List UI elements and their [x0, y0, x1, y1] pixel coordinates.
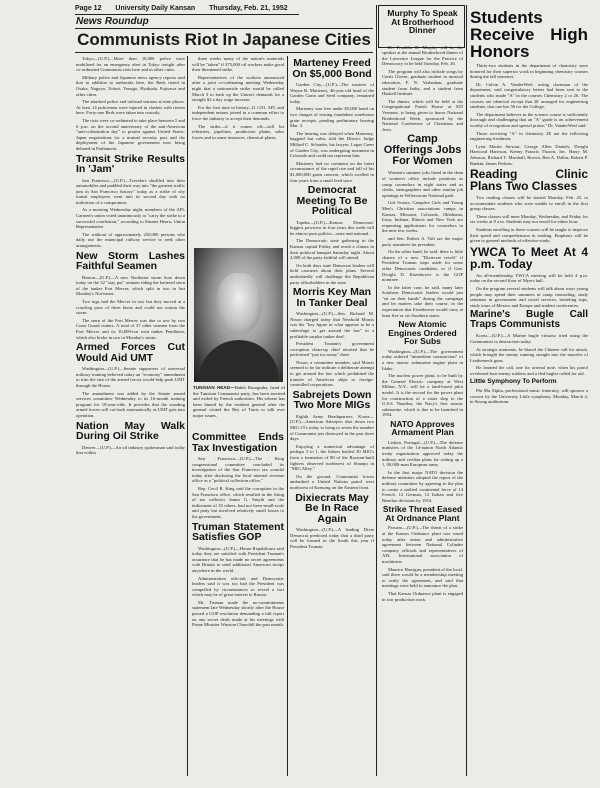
story-paragraph: The dinner, which will be held at the Congregational Parish House at 825 Vermont, is being given to honor National Brotherhood Week, sponsored by the National Conference of Christians and Jews.: [382, 98, 463, 132]
portrait-shoulders: [199, 340, 279, 382]
story-paragraph: Dr. Franklin D. Murphy will be the speaker at the annual Brotherhood dinner of the Lawrence League for the Practice of Democracy to be held Tuesday, Feb. 26.: [382, 44, 463, 67]
headline: Committee Ends Tax Investigation: [192, 431, 284, 454]
story-paragraph: Maurice Harrigan, president of the local, said there would be a membership meeting to ratify the agreement, and said that meetings were held to announce the plan.: [382, 566, 463, 589]
story-paragraph: three weeks many of the nation's materials will be "taken" if 375,000 oil workers make good their threatened strike.: [192, 56, 284, 73]
story-paragraph: Lyon Martin Stewart, George Allen Daniels, Dwight Harwood Harrison, Kenny Francis Thoorn, Inc. Harry M. Johnson, Richard T. Marshall, Brown, Ben A. Dallas, Robert P. Rankin, James Perkins.: [470, 143, 588, 166]
issue-date: Thursday, Feb. 21, 1952: [209, 5, 288, 12]
story-paragraph: The hearing was delayed when Marteney, haggard but calm, told the District Judge Millard C. Schrader, his lawyer, Legus Greer of Garden City, was undergoing treatment in Colorado and could not represent him.: [290, 130, 374, 159]
masthead-folio: [75, 5, 300, 12]
story-paragraph: Rep. Cecil R. King said the corruption in the San Francisco office, which resulted in the firing of tax collector James G. Smyth and the indictment of 10 others, had not been small-scale and petty but involved relatively small losses to the government.: [192, 485, 284, 519]
story-transit: [76, 154, 185, 249]
story-paragraph: Topeka—(U.P.)—Kansas Democrats' biggest powwow in four years this week will be almost pure politics—state and national.: [290, 219, 374, 236]
story-paragraph: As a morning Wednesday night, members of the AFL Carmen's union voted unanimously to "carry the strike to a successful conclusion," according to Emmet Hearn, Union Representative.: [76, 207, 185, 230]
headline: Truman Statement Satisfies GOP: [192, 520, 284, 544]
column-4: [382, 7, 463, 776]
story-paragraph: Military police and Japanese news agency reports said that in addition to outbreaks here, the Reds rioted in Osaka, Nagoya, Tottori, Yonago, Hyakuda, Fujisawa and other cities.: [76, 74, 185, 97]
column-divider: [187, 56, 188, 776]
story-paragraph: Washington—(U.P.)—Sen. Richard M. Nixon charged today that Newbold Morris was the "key figure in what appears to be a subterfuge to get around the law" in a profitable surplus tanker deal.: [290, 311, 374, 339]
headline: Marteney Freed On $5,000 Bond: [292, 57, 372, 80]
story-paragraph: President Truman's government corruption clean-up chief retorted that he performed "just too many" there: [290, 341, 374, 358]
story-paragraph: For the first time in history, 21 CIO, AFL and independent unions joined in a common effort to force the industry to accept their demands.: [192, 104, 284, 121]
column-divider: [287, 56, 288, 776]
story-paragraph: Nixon, a committee member, said Morris seemed to be for indicate a deliberate attempt to get around the law which prohibited the transfer of American ships to foreign-controlled corporations.: [290, 359, 374, 388]
story-paragraph: These classes will meet Monday, Wednesday, and Friday for six weeks at 9 a.m. Students may not enroll for either hour.: [470, 213, 588, 225]
story-paragraph: The nuclear power plant, to be built by the General Electric company at West Milton, N.Y., will be a land-based pilot model. It is the second for the power plant for construction of a sister ship to the U.S.S. Nautilus, the Navy's first atomic submarine, which is due to be launched in 1954.: [382, 373, 463, 418]
story-paragraph: On both days state Democrat leaders will hold caucuses about their plans. Several undoubtedly will challenge the Republican party officeholders in the state.: [290, 262, 374, 285]
story-paragraph: That Kansas Ordnance plant is engaged in war production work.: [382, 590, 463, 602]
column-3: [290, 56, 374, 776]
story-paragraph: The Democratic state gathering in the Kansas capital Friday and reach a climax in their political banquet Saturday night. About 2,000 of the party faithful will attend.: [290, 238, 374, 261]
column-5: [470, 7, 588, 776]
story-paragraph: Denver—(U.P.)—An oil industry spokesman said today that within: [76, 444, 185, 456]
story-paragraph: The department believes in the science course is sufficiently thorough and challenging that an "A" grade is an achievement worthy of recognition and special praise," Dr. VanderWerf said.: [470, 111, 588, 128]
banner-top-rule: [75, 28, 373, 29]
caption-lead: TUNISIAN HEAD—: [193, 385, 235, 390]
column-2-lower: [192, 430, 284, 776]
story-paragraph: The attacked police and railroad stations at nine places. At least 14 policemen were injured in clashes with rioters here. Forty-one Reds were taken into custody.: [76, 99, 185, 116]
story-paragraph: Two reading classes will be started Monday, Feb. 25, to accommodate students who were unable to enroll in the first group classes.: [470, 195, 588, 212]
headline: Dixiecrats May Be In Race Again: [295, 491, 369, 525]
story-paragraph: In the first major NATO decision the defense ministers adopted the report of the military committee by agreeing to the plan to create a unified continental force of 14 French, 12 German, 12 Italian and five Benelux divisions by 1954.: [382, 469, 463, 503]
story-paragraph: Washington—(U.P.)—Senate supporters of universal military training believed today an "economy" amendment to trim the size of the armed forces would help push UMT through the House.: [76, 366, 185, 388]
headline: Armed Forces Cut Would Aid UMT: [76, 341, 185, 364]
story-paragraph: Phi Mu Alpha, professional music fraternity, will sponsor a concert by the University Little symphony, Monday, March 4, in Strong auditorium.: [470, 388, 588, 405]
headline: Morris Key Man In Tanker Deal: [292, 286, 372, 309]
headline: NATO Approves Armament Plan: [390, 418, 455, 438]
headline: Reading Clinic Plans Two Classes: [470, 167, 588, 194]
story-paragraph: The amendment was added by the Senate armed services committee Wednesday to its 16-month training program for 18-year-olds. It provides that the standing armed forces will cut back automatically as UMT gets into operation.: [76, 390, 185, 418]
story-oil: [76, 421, 185, 456]
caption-text: Habib Bourguiba, head of the Tunisian Communist party, has been arrested and exiled by French authorities. His release has been hinted by the resident general after the general visited the Bey of Tunis to talk over major issues.: [193, 385, 285, 418]
story-paragraph: Parsons—(U.P.)—The threat of a strike at the Kansas Ordnance plant was eased today after union and administrative agreement between National Cylinder company officials and representatives of AFL International association of machinists.: [382, 525, 463, 564]
column-2-upper: [192, 56, 284, 160]
story-paragraph: The strike—if it comes off—will hit refineries, pipelines, production plants, sales forces and in some instances, chemical plants.: [192, 123, 284, 140]
story-paragraph: Those receiving "A" in chemistry 2E are the following engineering freshmen:: [470, 130, 588, 142]
news-photo: [194, 248, 283, 382]
story-storm: [76, 251, 185, 341]
story-paragraph: In the latter case, he said, many later Southern Democratic leaders would just "sit on their hands" during the campaign and let matters take their course, in the expectation that Eisenhower would carry at least five or six Southern states.: [382, 284, 463, 318]
story-paragraph: Marteney was free under $5,000 bond on two charges of issuing fraudulent warehouse grain receipts, pending preliminary hearing Mar. 3.: [290, 106, 374, 129]
story-paragraph: The riots were co-ordinated to take place between 5 and 6 p.m. on the second anniversary of the anti-American "anti-colonization day" to protest against United States-Japan negotiations for a mutual security pact and the deployment of the Japanese government now being debated in Parliament.: [76, 117, 185, 151]
story-paragraph: On the other hand, he said, there is little chance of a new "Dixiecrat revolt" if President Truman steps aside for some other Democratic candidate, or if Gen. Dwight D. Eisenhower is the GOP nominee.: [382, 249, 463, 283]
paper-name: University Daily Kansan: [115, 5, 196, 12]
headline: Students Receive High Honors: [470, 8, 588, 61]
story-paragraph: Girl Scouts, Campfire Girls and Young Men's Christian associations camps in Kansas, Missouri, Colorado, Oklahoma, Iowa, Indiana, Illinois and New York are requesting applications for counselors in the next few weeks.: [382, 200, 463, 234]
column-divider: [466, 5, 467, 776]
story-paragraph: San Francisco—(U.P.)—Travelers shuffled into their automobiles and paddled their way into "the greatest traffic jam in San Francisco history" today as a strike of city transit employees went into its second day with no indication of a compromise.: [76, 177, 185, 205]
headline: Little Symphony To Perform: [470, 377, 557, 385]
story-paragraph: Lisbon, Portugal—(U.P.)—The defense ministers of the 14-nation North Atlantic treaty organization approved today the military and civilian plans for setting up a 1, 00,000-man European army.: [382, 439, 463, 468]
story-paragraph: Washington—(U.P.)—House Republicans said today they are satisfied with President Truman's assurance that he has made no secret agreements with Britain to send additional American troops anywhere in the world.: [192, 545, 284, 573]
headline: Democrat Meeting To Be Political: [296, 184, 368, 218]
story-paragraph: Washington—(U.P.)—The government today ordered "immediate construction" of a new atomic submarine engine plant in Idaho.: [382, 348, 463, 371]
story-paragraph: Representatives of the workers announced after a joint co-ordinating meeting Wednesday night that a nationwide strike would be called March 3 to back up the Union's demands for a straight $2 a day wage increase.: [192, 74, 284, 103]
headline: Murphy To Speak At Brotherhood Dinner: [387, 8, 458, 35]
column-divider: [376, 5, 377, 776]
story-paragraph: Washington—(U.P.)—A leading Dixie Democrat predicted today that a third party will be formed in the South this year if President Truman: [290, 527, 374, 549]
headline: New Atomic Engines Ordered For Subs: [388, 319, 457, 347]
story-paragraph: Boston—(U.P.)—A new Northeast storm bore down today on the 32 "stay put" seamen riding the battered stern of the tanker Fort Mercer, which split in two in last Monday's Nor'easter.: [76, 274, 185, 297]
story-paragraph: Students enrolling in these courses will be taught to improve their speed and comprehension in reading. Emphasis will be given to general methods of effective study.: [470, 227, 588, 244]
banner-headline: Communists Riot In Japanese Cities: [77, 30, 371, 49]
story-paragraph: On the ground, Communist forces ambushed a United Nations patrol west northwest of Kansong on the Eastern front.: [290, 473, 374, 490]
story-forces: [76, 342, 185, 418]
page-number: Page 12: [75, 5, 102, 12]
story-paragraph: Garden City—(U.P.)—The trustees of Wayne B. Marteney, 46-year-old head of the Garden Grain and Seed company, remained today.: [290, 82, 374, 104]
story-paragraph: Dr. Calvin A. VanderWerf, acting chairman of the department, said congratulatory letters had been sent to the students who made "A" in the courses Chemistry 2 or 26. The courses are identical except that 2E arranged for engineering students, that one has 56 for the College.: [470, 81, 588, 110]
story-paragraph: Eighth Army Headquarters, Korea—(U.P.)—American Sabrejets shot down two MIG-15's today to bring to seven the number of Communist jets destroyed in the past three days.: [290, 413, 374, 442]
story-paragraph: Two tugs had the Mercer in tow but they moved at a crawling pace of three knots and could not outrun the storm.: [76, 299, 185, 316]
story-paragraph: An all-membership YWCA meeting will be held 4 p.m. today on the second floor of Myers hall.: [470, 272, 588, 284]
story-paragraph: At strategic moments, he blared the Chinese call for attack, which brought the enemy running straight into the muzzles of Leatherneck guns.: [470, 346, 588, 363]
story-paragraph: Administration officials and Democratic leaders said it was too bad the President was compelled by circumstances to reveal a fact which may be of great interest to Russia.: [192, 575, 284, 598]
masthead-rule: [75, 14, 299, 15]
story-paragraph: Thirty-two students in the department of chemistry were honored for their superior work in beginning chemistry courses during the fall semester.: [470, 63, 588, 80]
portrait-face: [216, 273, 262, 335]
headline: New Storm Lashes Faithful Seamen: [76, 249, 185, 273]
column-1: [76, 56, 185, 776]
story-paragraph: The program will also include songs by Curtis Glover, graduate student in musical education, F. N. Varlanhan, graduate student from India, and a student from Haskell Institute.: [382, 68, 463, 97]
story-paragraph: Mr. Truman made the no-commitments statement late Wednesday shortly after the House passed a GOP resolution demanding a full report on any secret deals made at his meetings with Prime Minister Winston Churchill the past month.: [192, 599, 284, 628]
headline: Camp Offerings Jobs For Women: [383, 133, 462, 168]
story-paragraph: and Sen. Robert A. Taft are the major party nominees for president.: [382, 235, 463, 247]
headline: Transit Strike Results In 'Jam': [76, 152, 185, 175]
banner-bottom-rule: [75, 52, 373, 53]
story-paragraph: Enjoying a numerical advantage of perhaps 3 to 1, the Sabres battled 30 MIG's from a formation of 80 of the Russian-built fighters observed northwest of Sinanju in "MIG Alley.": [290, 443, 374, 472]
story-paragraph: Korea—(U.P.)—A Marine bugle virtuoso tried using the Communists to destruction today.: [470, 333, 588, 344]
story-riot: [76, 56, 185, 152]
story-paragraph: He learned the call, one for arsenal note, when his patrol overheard four enemy soldiers and a fled bugler called for aid.: [470, 365, 588, 376]
headline: Sabrejets Down Two More MIGs: [292, 388, 372, 412]
story-paragraph: On the program several students will talk about ways young people may spend their summers in camp counseling, study seminars in government and social services, hosteling trips, study tours of Mexico and Europe and student conferences.: [470, 286, 588, 308]
story-paragraph: The stern of the Fort Mercer was due to tow by two Coast Guard cutters. A total of 37 other seamen from the Fort Mercer and its 10,000-ton twin tanker Pendleton, which also broke in two in Monday's storm.: [76, 317, 185, 340]
section-tag: News Roundup: [76, 16, 149, 27]
headline: YWCA To Meet At 4 p.m. Today: [470, 244, 588, 271]
story-paragraph: Tokyo—(U.P.)—More than 10,000 police were mobilized for an emergency alert in Tokyo tonight after co-ordinated Communist riots here and in other cities.: [76, 56, 185, 73]
story-paragraph: The walkout of approximately 250,000 persons who daily use the municipal railway service to seek other arrangements.: [76, 231, 185, 249]
story-paragraph: Women's summer jobs listed in the dean of women's office include positions as camp counselors in eight states and as clerks, stenographers and other similar job openings in Yellowstone National park.: [382, 170, 463, 198]
story-paragraph: Marteney had no comment on the latest circumstance of the rapid rise and fall of his $1,000,000 grain concern, which swelled in four years from a small feed store.: [290, 160, 374, 183]
headline: Strike Threat Eased At Ordnance Plant: [382, 504, 463, 523]
headline: Marine's Bugle Call Traps Communists: [470, 309, 588, 331]
headline: Nation May Walk During Oil Strike: [76, 419, 185, 442]
photo-caption: [193, 385, 285, 419]
story-paragraph: San Francisco—(U.P.)—The King congressional committee concluded its investigation of the San Francisco tax scandal today after disclosing the local internal revenue office as a "political collection office.": [192, 456, 284, 484]
